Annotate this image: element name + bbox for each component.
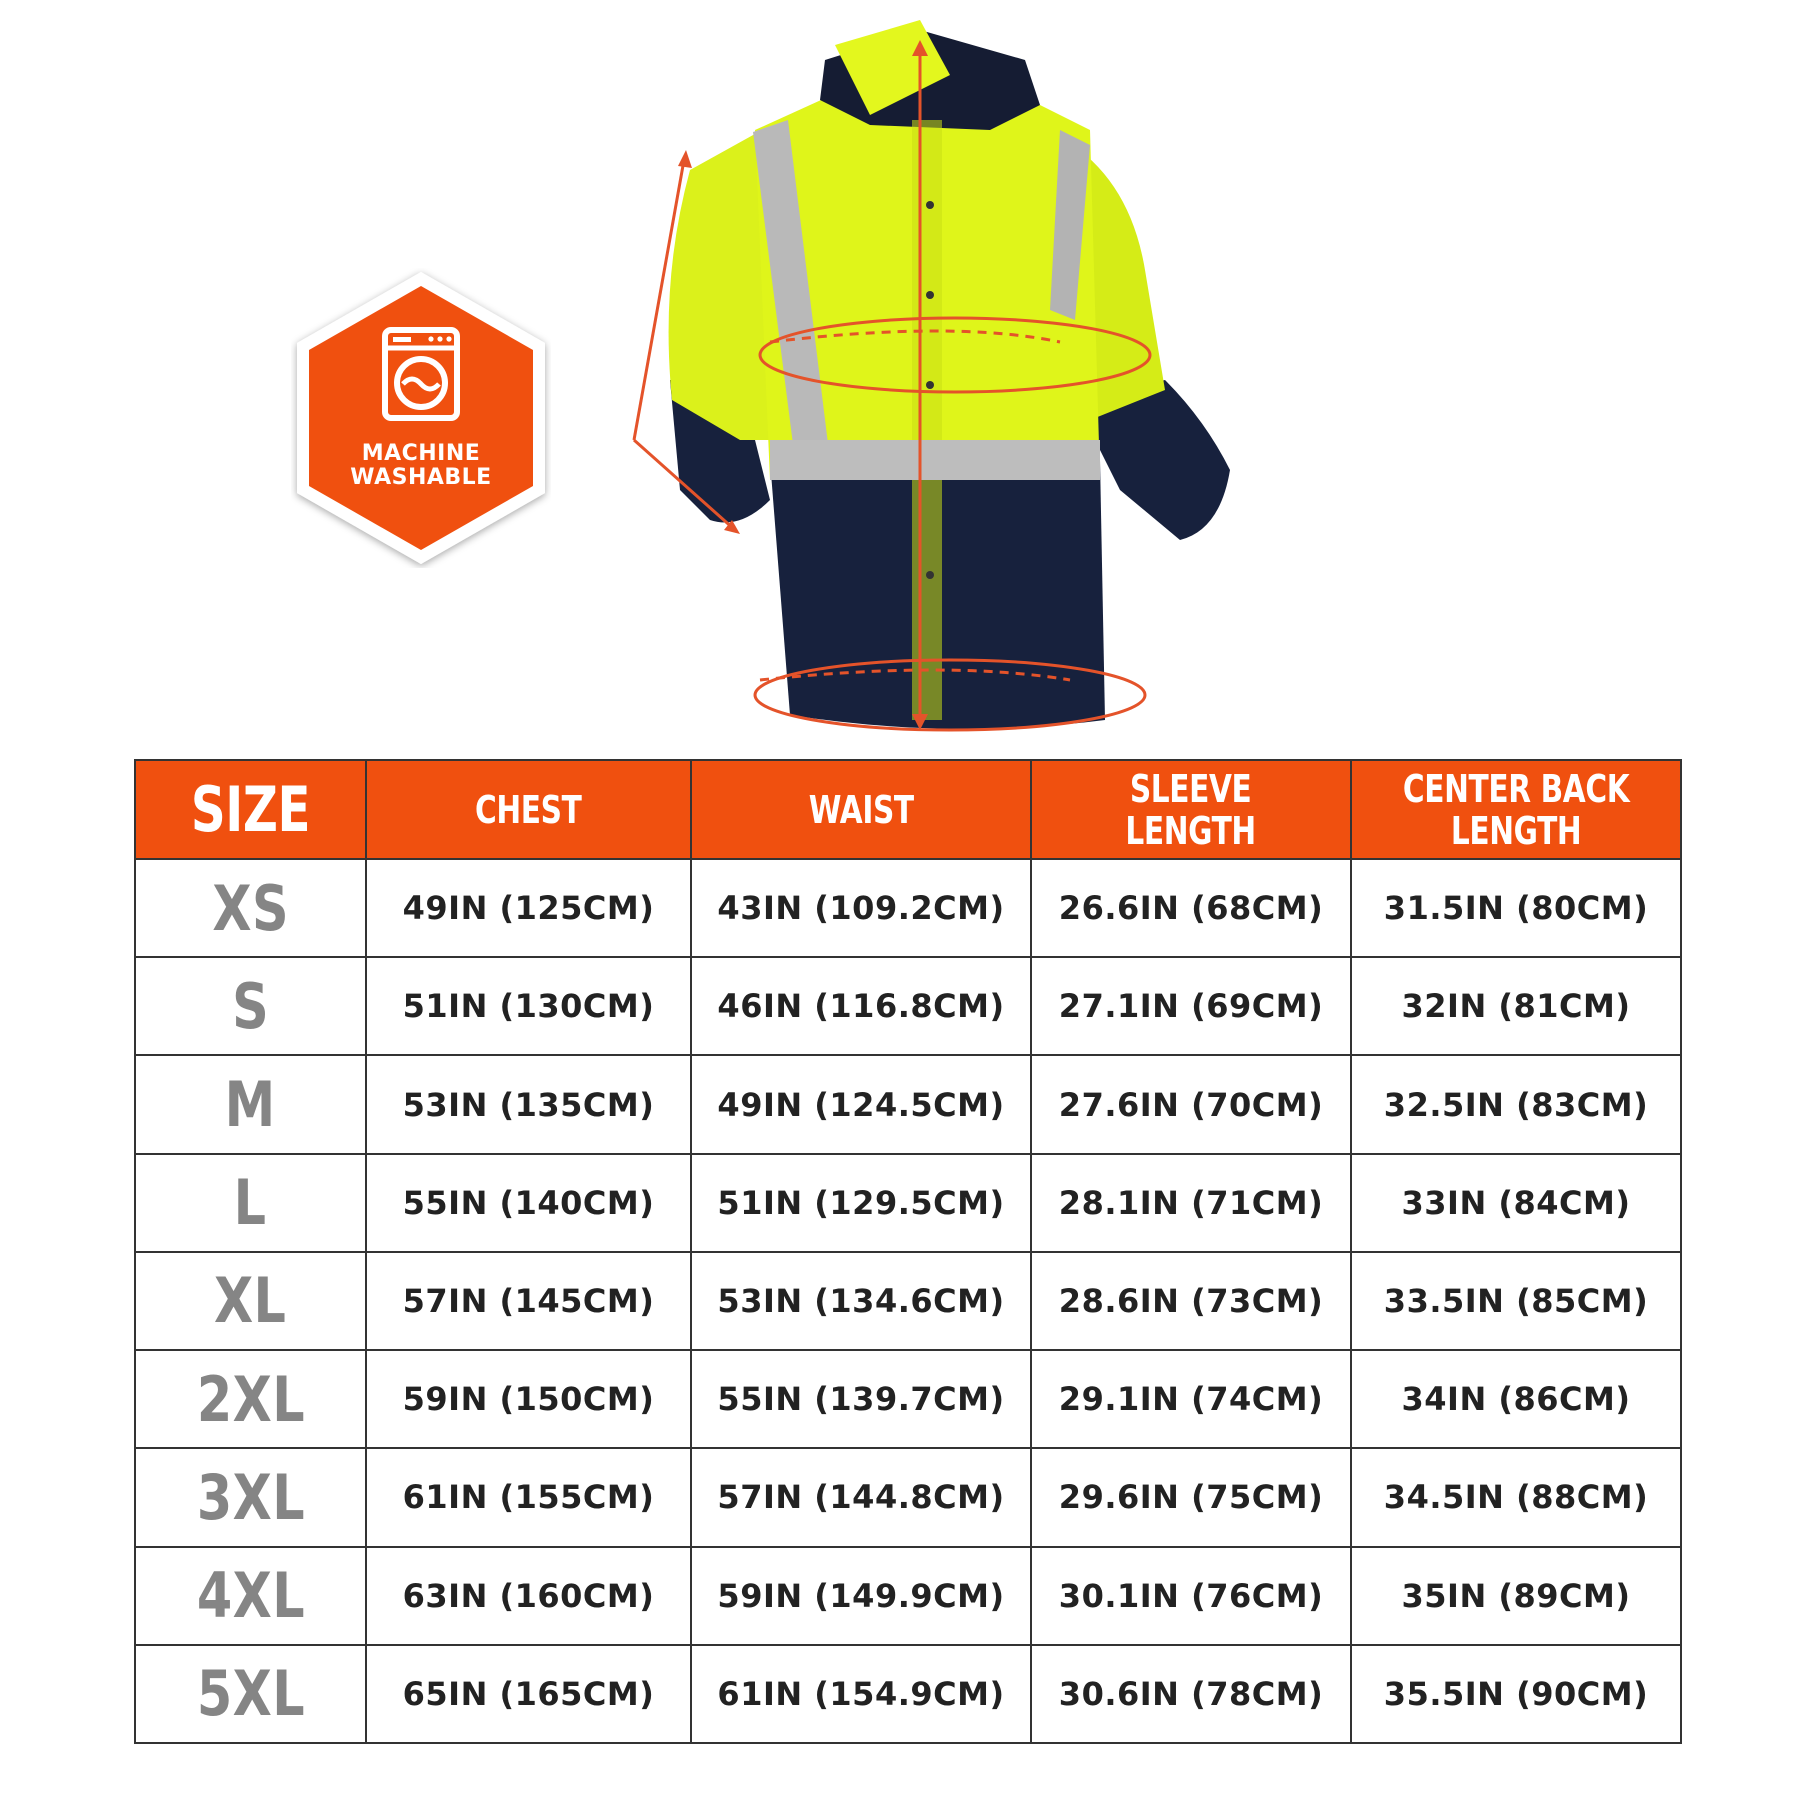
sleeve-length-cell: 26.6IN (68CM)	[1031, 859, 1351, 957]
sleeve-length-cell: 28.6IN (73CM)	[1031, 1252, 1351, 1350]
sleeve-length-cell: 29.1IN (74CM)	[1031, 1350, 1351, 1448]
size-cell: 4XL	[135, 1547, 366, 1645]
size-cell: S	[135, 957, 366, 1055]
center-back-length-cell: 35IN (89CM)	[1351, 1547, 1681, 1645]
table-row	[135, 957, 1681, 1055]
size-cell: 3XL	[135, 1448, 366, 1546]
center-back-length-cell: 34.5IN (88CM)	[1351, 1448, 1681, 1546]
size-cell: XL	[135, 1252, 366, 1350]
waist-cell: 43IN (109.2CM)	[691, 859, 1031, 957]
chest-cell: 51IN (130CM)	[366, 957, 691, 1055]
size-cell: 5XL	[135, 1645, 366, 1743]
sleeve-length-cell: 27.1IN (69CM)	[1031, 957, 1351, 1055]
waist-cell: 61IN (154.9CM)	[691, 1645, 1031, 1743]
center-back-length-cell: 32.5IN (83CM)	[1351, 1055, 1681, 1153]
chest-cell: 61IN (155CM)	[366, 1448, 691, 1546]
table-row	[135, 1252, 1681, 1350]
chest-cell: 63IN (160CM)	[366, 1547, 691, 1645]
header-size: SIZE	[135, 760, 366, 859]
header-center-back-length: CENTER BACK LENGTH	[1351, 760, 1681, 859]
waist-cell: 55IN (139.7CM)	[691, 1350, 1031, 1448]
sleeve-length-cell: 27.6IN (70CM)	[1031, 1055, 1351, 1153]
size-cell: XS	[135, 859, 366, 957]
reflective-band	[770, 440, 1100, 480]
chest-cell: 55IN (140CM)	[366, 1154, 691, 1252]
waist-cell: 53IN (134.6CM)	[691, 1252, 1031, 1350]
center-back-length-cell: 32IN (81CM)	[1351, 957, 1681, 1055]
chest-cell: 49IN (125CM)	[366, 859, 691, 957]
sleeve-length-cell: 30.6IN (78CM)	[1031, 1645, 1351, 1743]
table-row	[135, 1055, 1681, 1153]
chest-cell: 59IN (150CM)	[366, 1350, 691, 1448]
table-row	[135, 1645, 1681, 1743]
header-sleeve-length: SLEEVE LENGTH	[1031, 760, 1351, 859]
table-row	[135, 1154, 1681, 1252]
center-back-length-cell: 35.5IN (90CM)	[1351, 1645, 1681, 1743]
machine-washable-badge	[291, 268, 551, 568]
table-row	[135, 1350, 1681, 1448]
waist-cell: 46IN (116.8CM)	[691, 957, 1031, 1055]
badge-label: MACHINE WASHABLE	[350, 441, 492, 490]
table-header-row	[135, 760, 1681, 859]
size-cell: 2XL	[135, 1350, 366, 1448]
sleeve-length-cell: 30.1IN (76CM)	[1031, 1547, 1351, 1645]
size-cell: M	[135, 1055, 366, 1153]
table-row	[135, 1448, 1681, 1546]
chest-cell: 53IN (135CM)	[366, 1055, 691, 1153]
zipper-placket	[912, 120, 942, 720]
waist-cell: 51IN (129.5CM)	[691, 1154, 1031, 1252]
jacket-image	[620, 20, 1240, 750]
waist-cell: 49IN (124.5CM)	[691, 1055, 1031, 1153]
sleeve-length-cell: 28.1IN (71CM)	[1031, 1154, 1351, 1252]
waist-cell: 59IN (149.9CM)	[691, 1547, 1031, 1645]
header-waist: WAIST	[691, 760, 1031, 859]
table-row	[135, 859, 1681, 957]
center-back-length-cell: 34IN (86CM)	[1351, 1350, 1681, 1448]
waist-cell: 57IN (144.8CM)	[691, 1448, 1031, 1546]
header-chest: CHEST	[366, 760, 691, 859]
table-row	[135, 1547, 1681, 1645]
size-cell: L	[135, 1154, 366, 1252]
hexagon-badge-shape	[291, 268, 551, 568]
chest-cell: 57IN (145CM)	[366, 1252, 691, 1350]
center-back-length-cell: 33IN (84CM)	[1351, 1154, 1681, 1252]
sleeve-length-cell: 29.6IN (75CM)	[1031, 1448, 1351, 1546]
center-back-length-cell: 31.5IN (80CM)	[1351, 859, 1681, 957]
center-back-length-cell: 33.5IN (85CM)	[1351, 1252, 1681, 1350]
chest-cell: 65IN (165CM)	[366, 1645, 691, 1743]
size-chart-table	[134, 759, 1682, 1744]
product-hero	[0, 0, 1800, 760]
